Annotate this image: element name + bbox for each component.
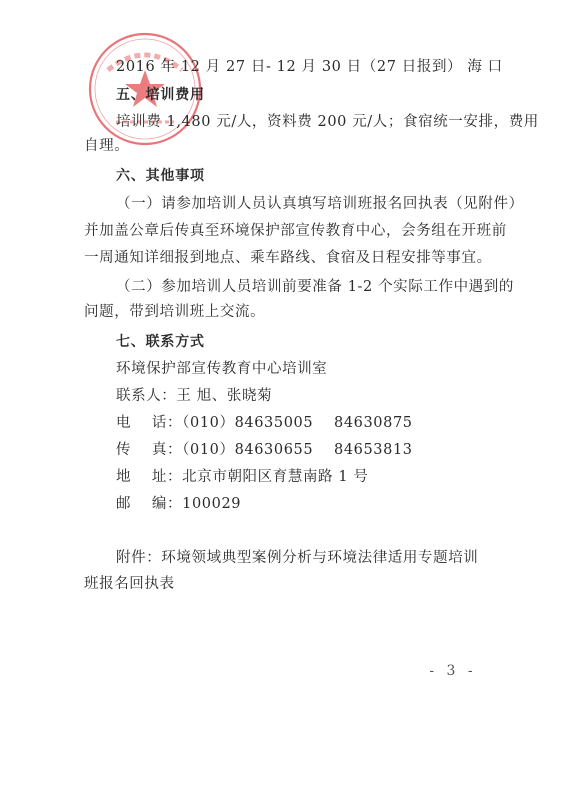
attachment-line-2: 班报名回执表: [84, 576, 175, 592]
attachment-line-1: 附件：环境领域典型案例分析与环境法律适用专题培训: [116, 550, 479, 566]
item-2-line-2: 问题，带到培训班上交流。: [84, 304, 266, 320]
phone-value: （010）84635005 84630875: [182, 415, 413, 431]
fax-row: [116, 440, 413, 460]
address-value: 北京市朝阳区育慧南路 1 号: [182, 469, 369, 485]
section-6-heading: 六、其他事项: [116, 168, 205, 184]
contact-org: 环境保护部宣传教育中心培训室: [116, 361, 328, 377]
page-number: - 3 -: [429, 663, 477, 679]
item-1-line-1: （一）请参加培训人员认真填写培训班报名回执表（见附件）: [116, 196, 524, 212]
address-label: 地 址：: [116, 469, 183, 485]
contact-person: 联系人：王 旭、张晓菊: [116, 388, 273, 404]
schedule-line: 2016 年 12 月 27 日- 12 月 30 日（27 日报到） 海 口: [116, 59, 503, 75]
address-row: [116, 467, 368, 487]
fax-value: （010）84630655 84653813: [182, 442, 413, 458]
phone-label: 电 话：: [116, 415, 183, 431]
postcode-label: 邮 编：: [116, 496, 183, 512]
item-1-line-2: 并加盖公章后传真至环境保护部宣传教育中心，会务组在开班前: [84, 223, 507, 239]
item-1-line-3: 一周通知详细报到地点、乘车路线、食宿及日程安排等事宜。: [84, 250, 492, 266]
phone-row: [116, 413, 413, 433]
fee-line-1: 培训费 1,480 元/人，资料费 200 元/人；食宿统一安排，费用: [116, 114, 539, 130]
postcode-row: [116, 494, 241, 514]
postcode-value: 100029: [182, 496, 242, 512]
section-5-heading: 五、培训费用: [116, 87, 205, 103]
fee-line-2: 自理。: [84, 138, 130, 154]
fax-label: 传 真：: [116, 442, 183, 458]
section-7-heading: 七、联系方式: [116, 334, 205, 350]
item-2-line-1: （二）参加培训人员培训前要准备 1-2 个实际工作中遇到的: [116, 279, 514, 295]
